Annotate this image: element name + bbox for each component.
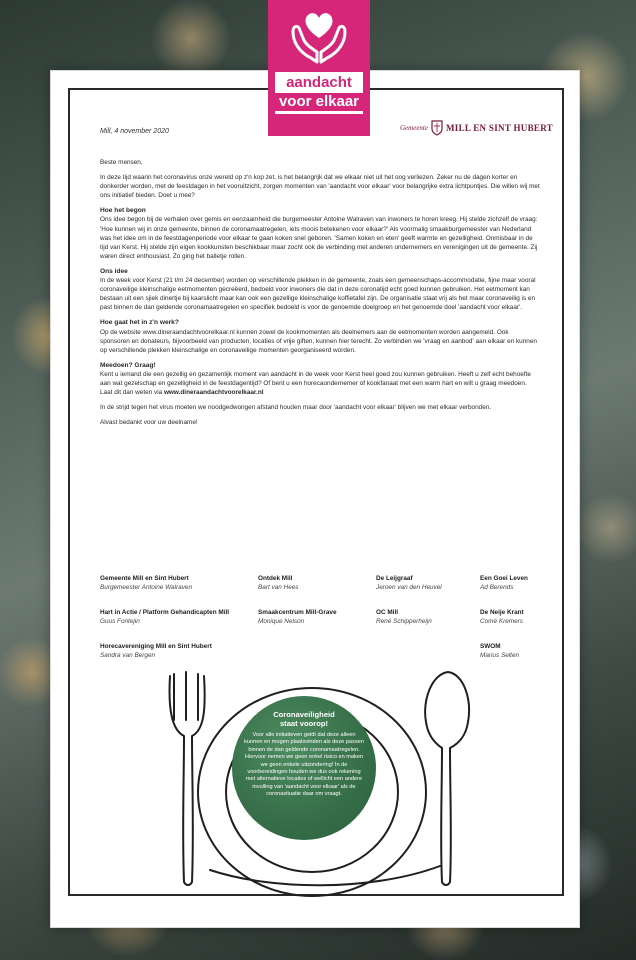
text-after-url: kunnen zowel de kookmomenten als deelnemers aan de eetmomenten worden aangemeld. Ook sponsoren en donateurs, bijvoorbeeld van producten, locaties of vrije giften, kunnen hier terecht. Zo verbinden we 'vraag en aanbod' aan elkaar en kunnen op verschillende plekken kleinschalige en coronaveilige momenten georganiseerd worden.: [100, 328, 537, 354]
greeting: Beste mensen,: [100, 159, 143, 166]
circle-title-2: staat voorop!: [279, 719, 329, 728]
website-link-bold[interactable]: www.dineraandachtvoorelkaar.nl: [163, 389, 264, 397]
signatory: [100, 574, 192, 592]
signatory-org: SWOM: [480, 643, 501, 650]
signatory-org: Hart in Actie / Platform Gehandicapten Mill: [100, 609, 230, 616]
signatory-person: Marius Selten: [480, 652, 520, 659]
signatory-person: Ad Berends: [480, 584, 514, 591]
text-before-url: Kent u iemand die een gezellig en gezamenlijk moment van aandacht in de week voor Kerst heel goed zou kunnen gebruiken. Heeft u zelf echt behoefte aan wat gezelschap en gezelligheid in de feestdagentijd? Of bent u een horecaondernemer of kookfanaat met een warm hart en wilt u graag meedoen. Laat dit dan weten via: [100, 370, 531, 397]
letter-date: Mill, 4 november 2020: [100, 128, 169, 135]
section-heading-hoe-gaat-het: Hoe gaat het in z'n werk?: [100, 319, 179, 327]
signatory: [376, 608, 432, 626]
gemeente-logo: [400, 120, 553, 136]
badge-wordmark: [275, 72, 363, 114]
signatory-person: René Schipperheijn: [376, 618, 432, 625]
coronaveiligheid-circle: [232, 696, 376, 840]
signatory-person: Comé Kremers: [480, 618, 523, 625]
signatory-org: OC Mill: [376, 609, 399, 616]
signatory: [480, 642, 519, 660]
section-heading-meedoen: Meedoen? Graag!: [100, 361, 156, 369]
circle-body: Voor alle initiatieven geldt dat deze alleen kunnen en mogen plaatsvinden als deze passen binnen de dan geldende coronamaatregelen. Hiervoor nemen we geen enkel risico en maken we geen enkele uitzondering! In de voorbereidingen houden we dus ook rekening met alternatieve locaties of wellicht een andere invulling van 'aandacht voor elkaar' als de coronasituatie daar om vraagt.: [244, 732, 364, 798]
circle-title-1: Coronaveiligheid: [273, 710, 335, 719]
signatory-org: De Leijgraaf: [376, 575, 413, 582]
gemeente-prefix: Gemeente: [400, 124, 428, 132]
thanks-line: Alvast bedankt voor uw deelname!: [100, 419, 198, 427]
signatory-person: Jeroen van den Heuvel: [376, 584, 442, 591]
section-heading-ons-idee: Ons idee: [100, 267, 128, 275]
signatory: [100, 642, 212, 660]
signatory-org: De Neije Krant: [480, 609, 524, 616]
text-before-url: Op de website: [100, 328, 143, 336]
signatory: [258, 574, 299, 592]
signatory-org: Horecavereniging Mill en Sint Hubert: [100, 643, 212, 650]
signatory: [258, 608, 337, 626]
closing-paragraph: In de strijd tegen het virus moeten we noodgedwongen afstand houden maar door 'aandacht voor elkaar' blijven we met elkaar verbonden.: [100, 404, 492, 412]
crest-icon: [430, 120, 444, 136]
signatory-person: Guus Fontejin: [100, 618, 140, 625]
section-text-meedoen: [100, 370, 540, 397]
signatory-org: Een Goei Leven: [480, 575, 528, 582]
section-text-hoe-het-begon: Ons idee begon bij de verhalen over gemis en eenzaamheid die burgemeester Antoine Walraven van inwoners te horen kreeg. Hij stelde zichzelf de vraag: 'Hoe kunnen wij in onze gemeente, binnen de coronamaatregelen, iets moois betekenen voor elkaar?' Als voormalig smaakburgemeester van Nederland was het idee om in de feestdagenperiode voor elkaar te gaan koken snel geboren. 'Samen koken en eten' geeft warmte en gezelligheid. Onmisbaar in de tijd van Kerst. Hij stelde zijn eigen kookkunsten beschikbaar maar zocht ook de verbinding met anderen ondernemers en verenigingen uit de gemeente. Zij waren direct enthousiast. Zo ging het balletje rollen.: [100, 216, 538, 260]
badge-line-1: aandacht: [286, 74, 352, 91]
signatory-person: Burgemeester Antoine Walraven: [100, 584, 193, 591]
aandacht-voor-elkaar-badge: [268, 0, 370, 136]
gemeente-name: MILL EN SINT HUBERT: [445, 123, 553, 133]
signatory-org: Gemeente Mill en Sint Hubert: [100, 575, 189, 582]
section-heading-hoe-het-begon: Hoe het begon: [100, 207, 146, 215]
heart-in-hands-icon: [287, 8, 351, 66]
letter-body: [100, 158, 540, 433]
signatory: [376, 574, 442, 592]
signatory: [480, 608, 524, 626]
intro-paragraph: In deze tijd waarin het coronavirus onze wereld op z'n kop zet, is het belangrijk dat we elkaar niet uit het oog verliezen. Zeker nu de dagen korter en donkerder worden, met de feestdagen in het vooruitzicht, zorgen momenten van 'aandacht voor elkaar' voor belangrijke extra lichtpuntjes. Die willen wij met ons initiatief bieden. Doet u mee?: [100, 174, 540, 200]
signatory-org: Smaakcentrum Mill-Grave: [258, 609, 337, 616]
signatory: [480, 574, 528, 592]
signatory: [100, 608, 229, 626]
badge-line-2: voor elkaar: [275, 93, 363, 111]
section-text-ons-idee: In de week voor Kerst (21 t/m 24 december) worden op verschillende plekken in de gemeente, zoals een gemeenschaps-accommodatie, fijne maar vooral coronaveilige kleinschalige eetmomenten gecreëerd, bedoeld voor inwoners die dat in deze coronatijd echt goed kunnen gebruiken. Het eetmoment kan bestaan uit een sjiek dinertje bij kaarslicht maar kan ook een gezellige kleinschalige koffietafel zijn. De organisatie staat vrij als het maar coronaveilig is en past binnen de dan geldende coronamaatregelen en specifiek bedoeld is voor de genoemde doelgroep en het genoemde doel 'aandacht voor elkaar'.: [100, 277, 536, 312]
spoon-icon: [425, 672, 469, 885]
signatory-person: Bart van Hees: [258, 584, 299, 591]
signatory-org: Ontdek Mill: [258, 575, 293, 582]
signatories: [100, 574, 540, 664]
signatory-person: Sandra van Bergen: [100, 652, 156, 659]
signatory-person: Monique Nelson: [258, 618, 305, 625]
website-link[interactable]: www.dineraandachtvoorelkaar.nl: [142, 328, 235, 336]
section-text-hoe-gaat-het: [100, 328, 540, 355]
